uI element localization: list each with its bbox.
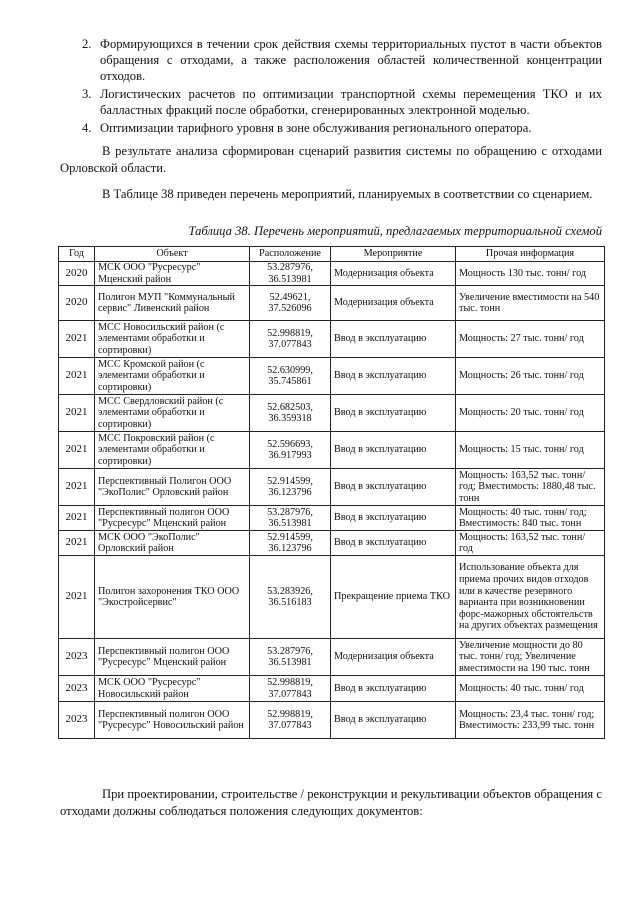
cell-year: 2021 [59,556,95,639]
table-row [59,639,605,676]
cell-info: Мощность: 40 тыс. тонн/ год [456,676,605,702]
cell-info: Мощность: 20 тыс. тонн/ год [456,395,605,432]
header-location: Расположение [250,247,331,262]
numbered-list [60,36,602,138]
cell-object: Перспективный полигон ООО "Русресурс" Мценский район [95,506,250,531]
cell-object: Полигон МУП "Коммунальный сервис" Ливенский район [95,286,250,321]
cell-event: Ввод в эксплуатацию [331,395,456,432]
list-item [60,120,602,136]
table-row [59,262,605,286]
table-row [59,506,605,531]
cell-year: 2020 [59,262,95,286]
cell-year: 2021 [59,432,95,469]
cell-year: 2021 [59,395,95,432]
table-row [59,286,605,321]
table-header-row [59,247,605,262]
cell-object: МСС Свердловский район (с элементами обработки и сортировки) [95,395,250,432]
cell-event: Ввод в эксплуатацию [331,531,456,556]
paragraph-table-intro: В Таблице 38 приведен перечень мероприятий, планируемых в соответствии со сценарием. [102,187,593,201]
table-row [59,676,605,702]
cell-event: Ввод в эксплуатацию [331,432,456,469]
cell-event: Ввод в эксплуатацию [331,702,456,739]
cell-year: 2023 [59,676,95,702]
cell-event: Ввод в эксплуатацию [331,469,456,506]
paragraph-result: В результате анализа сформирован сценарий развития системы по обращению с отходами Орловской области. [60,144,602,175]
list-item [60,36,602,84]
cell-year: 2020 [59,286,95,321]
cell-location: 52.49621, 37.526096 [250,286,331,321]
cell-event: Прекращение приема ТКО [331,556,456,639]
cell-location: 52.596693, 36.917993 [250,432,331,469]
cell-location: 53.287976, 36.513981 [250,639,331,676]
cell-info: Увеличение мощности до 80 тыс. тонн/ год; Увеличение вместимости на 190 тыс. тонн [456,639,605,676]
header-event: Мероприятие [331,247,456,262]
header-year: Год [59,247,95,262]
list-item [60,86,602,118]
cell-info: Мощность: 163,52 тыс. тонн/ год [456,531,605,556]
cell-object: МСК ООО "ЭкоПолис" Орловский район [95,531,250,556]
cell-info: Мощность: 40 тыс. тонн/ год; Вместимость: 840 тыс. тонн [456,506,605,531]
cell-event: Модернизация объекта [331,639,456,676]
cell-event: Модернизация объекта [331,262,456,286]
table-row [59,702,605,739]
cell-year: 2021 [59,358,95,395]
list-text: Формирующихся в течении срок действия схемы территориальных пустот в части объектов обращения с отходами, а также расположения областей количественной концентрации отходов. [100,37,602,83]
list-number: 2. [82,37,92,51]
table-row [59,556,605,639]
cell-year: 2021 [59,531,95,556]
table-row [59,321,605,358]
table-caption: Таблица 38. Перечень мероприятий, предлагаемых территориальной схемой [188,224,602,238]
cell-location: 52.998819, 37.077843 [250,702,331,739]
cell-location: 52.682503, 36.359318 [250,395,331,432]
cell-location: 53.283926, 36.516183 [250,556,331,639]
cell-object: Перспективный Полигон ООО "ЭкоПолис" Орловский район [95,469,250,506]
table-row [59,432,605,469]
cell-event: Ввод в эксплуатацию [331,358,456,395]
cell-object: МСС Новосильский район (с элементами обработки и сортировки) [95,321,250,358]
cell-info: Увеличение вместимости на 540 тыс. тонн [456,286,605,321]
cell-location: 52.998819, 37.077843 [250,676,331,702]
cell-object: МСК ООО "Русресурс" Мценский район [95,262,250,286]
cell-object: Перспективный полигон ООО "Русресурс" Мценский район [95,639,250,676]
cell-object: МСК ООО "Русресурс" Новосильский район [95,676,250,702]
cell-year: 2023 [59,702,95,739]
cell-info: Использование объекта для приема прочих видов отходов или в качестве резервного варианта при возникновении форс-мажорных обстоятельств на других объектах размещения [456,556,605,639]
table-row [59,469,605,506]
table-row [59,531,605,556]
cell-location: 52.998819, 37.077843 [250,321,331,358]
list-text: Логистических расчетов по оптимизации транспортной схемы перемещения ТКО и их балластных фракций после обработки, сгенерированных электронной моделью. [100,87,602,117]
cell-info: Мощность: 15 тыс. тонн/ год [456,432,605,469]
measures-table [58,246,605,739]
cell-year: 2021 [59,469,95,506]
list-number: 3. [82,87,92,101]
list-text: Оптимизации тарифного уровня в зоне обслуживания регионального оператора. [100,121,532,135]
cell-location: 52.914599, 36.123796 [250,531,331,556]
header-object: Объект [95,247,250,262]
cell-location: 52.630999, 35.745861 [250,358,331,395]
cell-location: 53.287976, 36.513981 [250,506,331,531]
cell-event: Ввод в эксплуатацию [331,506,456,531]
cell-info: Мощность: 23,4 тыс. тонн/ год; Вместимость: 233,99 тыс. тонн [456,702,605,739]
cell-info: Мощность: 163,52 тыс. тонн/ год; Вместимость: 1880,48 тыс. тонн [456,469,605,506]
cell-event: Ввод в эксплуатацию [331,676,456,702]
cell-info: Мощность 130 тыс. тонн/ год [456,262,605,286]
cell-object: Перспективный полигон ООО "Русресурс" Новосильский район [95,702,250,739]
cell-object: МСС Кромской район (с элементами обработки и сортировки) [95,358,250,395]
cell-object: Полигон захоронения ТКО ООО "Экостройсервис" [95,556,250,639]
cell-location: 53.287976, 36.513981 [250,262,331,286]
cell-event: Ввод в эксплуатацию [331,321,456,358]
table-row [59,358,605,395]
cell-info: Мощность: 26 тыс. тонн/ год [456,358,605,395]
cell-object: МСС Покровский район (с элементами обработки и сортировки) [95,432,250,469]
list-number: 4. [82,121,92,135]
cell-year: 2021 [59,321,95,358]
cell-location: 52.914599, 36.123796 [250,469,331,506]
paragraph-documents: При проектировании, строительстве / реконструкции и рекультивации объектов обращения с отходами должны соблюдаться положения следующих документов: [60,787,602,818]
table-row [59,395,605,432]
cell-year: 2021 [59,506,95,531]
cell-info: Мощность: 27 тыс. тонн/ год [456,321,605,358]
header-info: Прочая информация [456,247,605,262]
cell-event: Модернизация объекта [331,286,456,321]
cell-year: 2023 [59,639,95,676]
